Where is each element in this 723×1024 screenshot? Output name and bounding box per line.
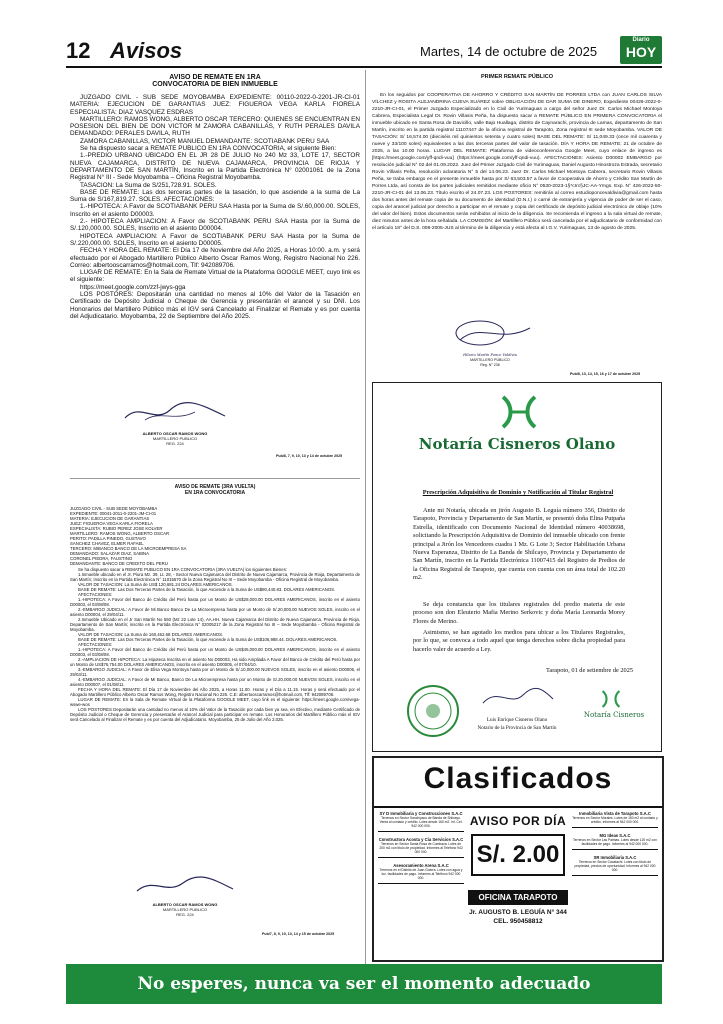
aviso-price: S/. 2.00	[471, 834, 565, 876]
classified-ad	[572, 856, 658, 876]
logo-main: HOY	[625, 44, 657, 60]
aviso2-body-paragraph: 3.-EMBARGO JUDICIAL: A Favor de Elisa Vega Montoya hasta por un Monto de S/.10,000.00 NUEVOS SOLES, inscrito en el asiento D00006, el 29/03/11.	[70, 667, 360, 677]
aviso3-signature-title: MARTILLERO PÚBLICO	[470, 358, 510, 362]
aviso1-body-paragraph: 1.-HIPOTECA: A Favor de SCOTIABANK PERU SAA Hasta por la Suma de S/.60,000.00. SOLES, Inscrito en el asiento D00003.	[70, 203, 360, 218]
classified-ad-text: Terrenos en el Distrito de Juan Guerra. Lotes con agua y luz, facilidades de pago. Informes al Teléfono 942 000 000.	[379, 868, 463, 880]
aviso2-body-paragraph: VALOR DE TASACION: La Suma de US$ 120,681.24 DOLARES AMERICANOS.	[78, 582, 233, 587]
aviso1-body-paragraph: Se ha dispuesto sacar a REMATE PUBLICO EN 1RA CONVOCATORIA, el siguiente Bien:	[80, 145, 337, 153]
aviso1-title-line2: CONVOCATORIA DE BIEN INMUEBLE	[152, 81, 278, 88]
header-rule	[66, 66, 662, 68]
aviso1-body-paragraph: TASACION: La Suma de S/251,728.91. SOLES.	[80, 181, 217, 189]
classified-ad-text: Terrenos en Sector Morales. Lotes de 150 m2 al contado y crédito. Informes al 942 000 000.	[572, 816, 658, 824]
aviso2-body	[70, 567, 360, 722]
clasificados-center	[468, 810, 568, 956]
column-divider	[365, 70, 366, 965]
aviso2-body-paragraph: VALOR DE TASACION: La Suma de 160,462.68 DOLARES AMERICANOS.	[78, 632, 224, 637]
aviso1-body-paragraph: 2.- HIPOTECA AMPLIACION: A Favor de SCOTIABANK PERU SAA Hasta por la Suma de S/.120,000.00. SOLES, Inscrito en el asiento D00004.	[70, 218, 360, 233]
classified-ad-text: Terrenos en Sector Las Palmas. Lotes desde 120 m2 con facilidades de pago. Informes al 942 000 000.	[573, 838, 657, 846]
aviso2-header-lines-paragraph: JUZGADO CIVIL - SUB SEDE MOYOBAMBA	[70, 506, 158, 511]
aviso-remate-2	[70, 484, 360, 722]
aviso-divider-left	[70, 478, 360, 479]
aviso-por-dia: AVISO POR DÍA	[469, 814, 567, 828]
aviso2-header-lines-paragraph: ESPECIALISTA: RUBIO PEREZ JOSE KOLVER	[70, 526, 163, 531]
aviso2-body-paragraph: AFECTACIONES:	[78, 592, 113, 597]
aviso2-body-paragraph: 4.-EMBARGO JUDICIAL: A Favor de Mi Banco, Banco De La Microempresa hasta por un Monto de S/.20,000.00 NUEVOS SOLES, inscrito en el asiento D00007, el 01/08/11.	[70, 677, 360, 687]
aviso1-body-paragraph: 1.-PREDIO URBANO UBICADO EN EL JR 28 DE JULIO No 240 Mz 33, LOTE 17, SECTOR NUEVA CAJAMARCA, DISTRITO DE NUEVA CAJAMARCA, PROVINCIA DE RIOJA Y DEPARTAMENTO DE SAN MARTÍN, Inscrito en la Partida Electrónica N° 02001061 de la Zona Registral N° III - Sede Moyobamba – Oficina Registral Moyobamba.	[70, 152, 360, 182]
clasificados-box	[372, 756, 664, 962]
classified-ad-name: Constructora Acosta y Cía Servicios S.A.C	[378, 837, 464, 842]
aviso3-pub-dates: Pub/8, 13, 14, 15, 16 y 17 de octubre 2025	[570, 372, 641, 376]
aviso2-pub-dates: Pub/7, 8, 9, 10, 13, 14 y 15 de octubre 2025	[262, 932, 335, 936]
clasificados-title: Clasificados	[423, 762, 613, 795]
clasificados-ads-left	[378, 812, 464, 890]
aviso2-header-lines-paragraph: MARTILLERO: RAMOS WONG, ALBERTO OSCAR	[70, 531, 170, 536]
aviso2-body-paragraph: 1.Inmueble ubicado en el Jr. Piura Mz. 39, Lt. 28, - Sector Nueva Cajamarca del Distrito de Nueva Cajamarca, Provincia de Rioja, Departamento de San Martín; Inscrito en la Partida Electrónica N° 11015570 de la Zona Registral No III – Sede Moyobamba - Oficina Registral de Moyobamba.	[70, 572, 360, 582]
classified-ad	[378, 864, 464, 884]
aviso2-body-paragraph: 2.Inmueble Ubicado en el Jr San Martín No 550 (Mz 22 Lote 14), AA.HH. Nueva Cajamarca del Distrito de Nueva Cajamarca, Provincia de Rioja, Departamento de San Martín; inscrito en la Partida Electrónica N° 02005217 de la Zona Registral No III – Sede Moyobamba - Oficina Registral de Moyobamba.	[70, 617, 360, 632]
classified-ad	[572, 812, 658, 828]
notaria-logo-icon	[499, 393, 539, 431]
classified-ad	[572, 834, 658, 850]
notaria-signatory-title: Notario de la Provincia de San Martín	[477, 725, 557, 731]
aviso2-signature-title: MARTILLERO PUBLICO	[162, 907, 208, 912]
notaria-small-logo: Notaría Cisneros	[583, 711, 645, 719]
aviso2-header-lines-paragraph: PERITO: PADILLA PINEDO, GUSTAVO	[70, 536, 146, 541]
notaria-paragraph-2: Se deja constancia que los titulares registrales del predio materia de este proceso son don Eleuterio Mafia Merino Serkovic y doña María Leonarda Morey Flores de Merino.	[413, 601, 625, 625]
aviso1-body-paragraph: MARTILLERO: RAMOS WONG, ALBERTO OSCAR TERCERO: QUIENES SE ENCUENTRAN EN POSESION DEL BIEN DE DON VICTOR M ZAMORA CABANILLAS, Y RUTH PERALES DAVILA DEMANDADO: PERALES DAVILA, RUTH	[70, 115, 360, 138]
aviso1-signature-mark	[115, 400, 235, 426]
aviso1-body-paragraph: FECHA Y HORA DEL REMATE: El Día 17 de Noviembre del Año 2025, a Horas 10:00. a.m. y será efectuado por el Abogado Martillero Público Alberto Oscar Ramos Wong, Registro Nacional No 226. Correo: albertooscarramos@hotmail.com, Tlf: 942089706.	[70, 247, 360, 269]
clasificados-ads-right	[572, 812, 658, 882]
aviso3-signature-reg: Reg. N° 236	[480, 363, 500, 367]
aviso-remate-3	[372, 74, 662, 232]
aviso2-body-paragraph: 2.-AMPLIACION DE HIPOTECA: La Hipoteca Inscrita en el asiento No D00003, Ha sido Ampliada A Favor del Banco de Crédito del Perú hasta por un Monto de US$76,754.00 DOLARES AMERICANOS, inscrito en el asiento D00005, el 07/04/10.	[70, 657, 360, 667]
aviso2-header-lines-paragraph: JUEZ: FIGUEROA VEGA KARLA FIORELA	[70, 521, 153, 526]
classified-ad-name: Asesoramiento Arena S.A.C	[393, 863, 449, 868]
aviso1-body	[70, 94, 360, 320]
classified-ad	[378, 812, 464, 832]
aviso1-body-paragraph: BASE DE REMATE: Las dos terceras partes de la tasación, lo que asciende a la suma de La Suma de S/167,819.27. SOLES. AFECTACIONES:	[70, 188, 360, 204]
footer-slogan: No esperes, nunca va ser el momento adecuado	[137, 974, 591, 994]
notaria-small-logo-icon	[599, 689, 623, 709]
aviso2-header-lines-paragraph: DEMANDADO: SALAZAR DIAZ, SABINA	[70, 551, 150, 556]
aviso2-body-paragraph: 1.-HIPOTECA: A Favor del Banco de Crédito del Perú hasta por un Monto de US$28,000.00 DOLARES AMERICANOS, inscrito en el asiento D00003, el 03/08/08.	[70, 597, 360, 607]
aviso1-body-paragraph: ZAMORA CABANILLAS, VICTOR MANUEL DEMANDANTE: SCOTIABANK PERU SAA	[80, 137, 330, 145]
notaria-signatory: Luis Enrique Cisneros Olano	[486, 717, 548, 723]
classified-ad-name: SR Inmobiliaria S.A.C	[593, 855, 637, 860]
classified-ad-text: Terrenos en Sector Sanchiyacu de Banda de Shilcayo. Venta al contado y crédito. Lotes desde 160 m2. Inf. Cel: 942 000 000.	[379, 816, 463, 828]
notaria-paragraph-1: Ante mi Notaría, ubicada en jirón Augusto B. Leguía número 356, Distrito de Tarapoto, Provincia y Departamento de San Martín, se presentó doña Elina Putpaña Estrella, identificado con Documento Nacional de Identidad número 40038698, solicitando la Prescripción Adquisitiva de Dominio del inmueble ubicado con frente principal a Jirón los Vencedores cuadra 1 Mz. G Lote 3; Sector Habilitación Urbana Nueva Esperanza, Distrito de La Banda de Shilcayo, Provincia y Departamento de San Martín, inscrito en la Partida Electrónica 11007415 del Registro de Predios de la Oficina Registral de Tarapoto, que cuenta con cuenta con un área total de 102.20 m2.	[413, 507, 625, 582]
aviso2-header-lines-paragraph: CORONEL PIEDRA, FAUSTINO	[70, 556, 133, 561]
classified-ad-text: Terrenos en Sector Santa Rosa de Cumbaza. Lotes de 200 m2 con título de propiedad. Informes al Teléfono 942 000 000.	[379, 842, 463, 854]
aviso2-header-lines-paragraph: SANCHEZ CHAVEZ, ELMER RAFAEL	[70, 541, 144, 546]
aviso2-header-lines	[70, 506, 360, 566]
aviso-remate-1	[70, 74, 360, 320]
aviso1-signature-reg: REG. 224	[166, 441, 184, 446]
aviso2-header-lines-paragraph: MATERIA: EJECUCION DE GARANTIAS	[70, 516, 150, 521]
aviso2-body-paragraph: BASE DE REMATE: Las Dos Terceras Partes de la Tasación, lo que Asciende a la Suma de US$80,440.83. DOLARES AMERICANOS.	[78, 587, 336, 592]
aviso1-signature-title: MARTILLERO PUBLICO	[152, 436, 198, 441]
aviso2-body-paragraph: BASE DE REMATE: Las Dos Terceras Partes de la Tasación, lo que Asciende a la Suma de US$106,988.44. DOLARES AMERICANOS.	[78, 637, 338, 642]
footer-banner	[66, 964, 662, 1004]
aviso2-signature: ALBERTO OSCAR RAMOS WONG	[152, 902, 218, 907]
classified-ad-text: Terrenos en Sector Cacatachi. Lotes con título de propiedad, precios de oportunidad. Informes al 942 000 000.	[574, 860, 656, 872]
aviso1-signature: ALBERTO OSCAR RAMOS WONG	[142, 431, 208, 436]
classified-ad-name: SY D Inmobiliaria y Construcciones S.A.C	[379, 811, 463, 816]
oficina-cel: CEL. 950458812	[493, 918, 543, 925]
aviso3-signature: Hilario Martín Ponce Valdivia	[463, 353, 517, 357]
notaria-notice-title: Prescripción Adquisitiva de Dominio y Notificación al Titular Registral	[422, 489, 614, 496]
aviso2-title-line1: AVISO DE REMATE (3RA VUELTA)	[174, 484, 256, 490]
newspaper-logo	[620, 36, 662, 64]
oficina-address: Jr. AUGUSTO B. LEGUÍA N° 344	[469, 909, 567, 916]
aviso3-title: PRIMER REMATE PÚBLICO	[480, 74, 553, 80]
aviso3-body: En los seguidos por COOPERATIVA DE AHORRO Y CRÉDITO SAN MARTÍN DE PORRES LTDA con JUAN CARLOS SILVA VÍLCHEZ y ROSITA ALEJANDRINA CUEVA SUÁREZ sobre OBLIGACIÓN DE DAR SUMA DE DINERO, Expediente 00426-2022-0-2210-JR-CI-01, el Primer Juzgado Especializado en lo Civil de Yurimaguas a cargo del señor Juez Dr. Carlos Michael Montoya Cabrera, Especialista Legal Dr. Rovin Villasis Peña, ha dispuesto sacar a REMATE PÚBLICO EN PRIMERA CONVOCATORIA el inmueble ubicado en Santa Rosa de Davicillo, valle Bajo Huallaga, distrito de Caynarachi, provincia de Lamas, departamento de San Martín, inscrito en la partida registral 11107447 de la oficina registral de Tarapoto, Zona registral III sede Moyobamba. VALOR DE TASACIÓN: S/ 16,574.00 (dieciséis mil quinientos setenta y cuatro soles) BASE DEL REMATE: S/ 11,049.33 (once mil cuarenta y nueve y 33/100 soles) equivalentes a las dos terceras partes del valor de tasación. DÍA Y HORA DE REMATE: 21 de octubre de 2025, a las 10.00 horas. LUGAR DEL REMATE: Plataforma de videoconferencia Google Meet, cuyo enlace de ingreso es [https://meet.google.com/yff-qndi-vuu] (https://meet.google.com/yff-qndi-vuu). AFECTACIONES: Asiento D00002 EMBARGO por resolución judicial N° 02 del 01.09.2022. Juez del Primer Juzgado Civil de Yurimaguas, Daniel Augusto Hinostroza Estrada, secretario Rovin Villasis Peña, resolución aclaratoria N° 5 del 14.06.23. Juez Dr. Carlos Michael Montoya Cabrera, secretario Rovin Villasis Peña, se traba embargo en el presente inmueble hasta por S/ 63,503.57 a favor de Cooperativa de Ahorro y Crédito San Martín de Porres Ltda, así consta de los partes judiciales remitidos mediante oficio N° 0530-2023-1§*cIrc§JC-AA-Ymgs. Exp. N° 426-2022-50-2210-JR-CI-01 del 13.06.23. Título escrito el 24.07.23. LOS POSTORES: remitirán al correo estudioponcevaldivia@gmail.com hasta dos horas antes del remate copia de su documento de identidad (D.N.I.) o carné de extranjería y vigencia de poder de ser el caso, copia del arancel judicial por derecho a participar en el remate y copia del certificado de depósito judicial electrónico de oblaje (10% del valor del bien). Estos documentos serán exhibidos al inicio de la diligencia. Se recomienda el ingreso a la sala virtual de remate, diez minutos antes de la hora señalada. LA COMISIÓN: del Martillero Público será cancelada por el adjudicatario de conformidad con el artículo 18° del D.S. 008-2005-JUS al término de la diligencia y está afecta al I.G.V. Yurimaguas, 13 de agosto de 2025.	[372, 93, 662, 231]
aviso1-title-line1: AVISO DE REMATE EN 1RA	[169, 74, 261, 81]
aviso1-body-paragraph: https://meet.google.com/zzf-jwys-gga	[80, 283, 186, 291]
notaria-name: Notaría Cisneros Olano	[418, 435, 616, 453]
issue-date: Martes, 14 de octubre de 2025	[420, 44, 598, 59]
aviso1-signature-block	[115, 400, 235, 450]
aviso2-signature-mark	[125, 875, 245, 897]
aviso2-body-paragraph: FECHA Y HORA DEL REMATE: El Día 17 de Noviembre del Año 2025, a Horas 11.00. Horas y el Día a 11.15. Horas y será efectuado por el Abogado Martillero Público Alberto Oscar Ramos Wong, Registro Nacional No 226. C.E: albertooscarramos@hotmail.com, Tlf: 942089706.	[70, 687, 360, 697]
page-number: 12	[66, 38, 91, 63]
logo-top: Diario	[632, 37, 650, 43]
aviso1-body-paragraph: HIPOTECA AMPLIACION: A Favor de SCOTIABANK PERU SAA Hasta por la Suma de S/.220,000.00. SOLES, Inscrito en el asiento D00005.	[70, 232, 360, 247]
aviso2-header-lines-paragraph: DEMANDANTE: BANCO DE CREDITO DEL PERU	[70, 561, 168, 566]
section-title: Avisos	[110, 38, 183, 63]
aviso2-body-paragraph: 1.-HIPOTECA: A Favor del Banco de Crédito del Perú hasta por un Monto de US$45,000.00 DOLARES AMERICANOS, inscrito en el asiento D00003, el 03/08/08.	[70, 647, 360, 657]
aviso2-header-lines-paragraph: TERCERO: MIBANCO BANCO DE LA MICROEMPRESA SA	[70, 546, 187, 551]
notaria-place-date: Tarapoto, 01 de setiembre de 2025	[546, 667, 633, 674]
aviso2-body-paragraph: 2.-EMBARGO JUDICIAL: A Favor de Mi Banco Banco De La Microempresa hasta por un Monto de S/.20,000.00 NUEVOS SOLES, inscrito en el asiento D00004, el 29/04/11.	[70, 607, 360, 617]
aviso2-body-paragraph: AFECTACIONES:	[78, 642, 113, 647]
classified-ad	[378, 838, 464, 858]
classified-ad-name: Inmobiliaria Vista de Tarapoto S.A.C	[579, 811, 651, 816]
page-header	[0, 0, 723, 70]
notaria-ad	[372, 382, 662, 752]
notaria-paragraph-3: Asimismo, se han agotado los medios para ubicar a los Titulares Registrales, por lo que, se convoca a todo aquel que tenga derechos sobre dicha propiedad para hacerlo valer de acuerdo a Ley.	[413, 629, 625, 653]
aviso2-title-line2: EN 1RA CONVOCATORIA	[184, 490, 246, 496]
clasificados-rule	[374, 806, 662, 808]
oficina-label: OFICINA TARAPOTO	[468, 890, 568, 905]
notaria-signature-mark	[477, 685, 557, 711]
aviso2-body-paragraph: LUGAR DE REMATE: En la Sala de Remate Virtual de la Plataforma GOOGLE MEET, cuyo link es el siguiente: https://meet.google.com/vega-wswe-wos	[70, 697, 360, 707]
aviso1-body-paragraph: LUGAR DE REMATE: En la Sala de Remate Virtual de la Plataforma GOOGLE MEET, cuyo link es el siguiente:	[70, 269, 360, 284]
aviso2-signature-reg: REG. 224	[176, 912, 194, 917]
aviso1-body-paragraph: LOS POSTORES: Depositarán una cantidad no menos al 10% del Valor de la Tasación en Certificado de Depósito Judicial o Cheque de Gerencia y presentarán el arancel y su DNI. Los Honorarios del Martillero Público más el IGV será Cancelado al Finalizar el Remate y es por cuenta del Adjudicatario. Moyobamba, 22 de Septiembre del Año 2025.	[70, 291, 360, 320]
aviso3-signature-block	[440, 318, 540, 368]
aviso2-body-paragraph: Se ha dispuesto sacar a REMATE PUBLICO EN 1RA CONVOCATORIA (3RA VUELTA) los siguientes Bienes:	[78, 567, 288, 572]
aviso2-body-paragraph: LOS POSTORES Depositarán una cantidad no menos al 10% del Valor de la Tasación por cada bien ya sea, en Efectivo, mediante Certificado de Depósito Judicial o Cheque de Gerencia y presentarán el Arancel Judicial para participar en remate. Los Honorarios del Martillero Público más el IGV será Cancelado al Finalizar el Remate y es por cuenta del Adjudicatario. Moyobamba, 25 de Julio del Año 2.025.	[70, 707, 360, 722]
aviso3-signature-mark	[440, 318, 540, 348]
aviso2-header-lines-paragraph: EXPEDIENTE: 00041-2011-0-2201-JM-CI-01	[70, 511, 157, 516]
aviso1-pub-dates: Pub/8, 7, 9, 10, 13 y 14 de octubre 2025	[276, 454, 343, 458]
aviso1-body-paragraph: JUZGADO CIVIL - SUB SEDE MOYOBAMBA EXPEDIENTE: 00110-2022-0-2201-JR-CI-01 MATERIA: EJECUCION DE GARANTIAS JUEZ: FIGUEROA VEGA KARLA FIORELA ESPECIALISTA: DIAZ VASQUEZ ESDRAS	[70, 94, 360, 116]
classified-ad-name: MG Ideas S.A.C	[599, 833, 631, 838]
aviso2-signature-block	[125, 875, 245, 923]
notaria-seal-icon	[405, 683, 461, 739]
